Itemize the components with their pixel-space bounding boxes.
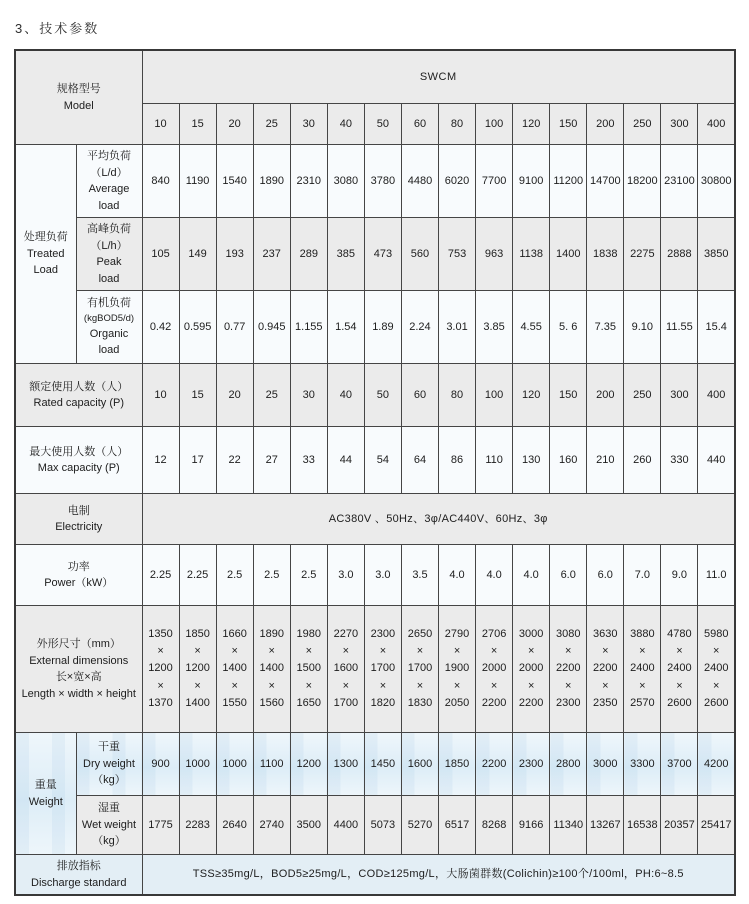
dry-weight-value-cell: 2200 bbox=[476, 733, 513, 796]
times-glyph: × bbox=[268, 645, 275, 658]
discharge-value-cell: TSS≥35mg/L，BOD5≥25mg/L，COD≥125mg/L，大肠菌群数(Colichin)≥100个/100ml，PH:6~8.5 bbox=[142, 855, 735, 896]
rated-capacity-value-cell: 30 bbox=[290, 364, 327, 427]
model-header-cell bbox=[15, 50, 142, 145]
dimension-value-cell: 3080 × 2200 × 2300 bbox=[550, 606, 587, 733]
organic-load-value-cell: 2.24 bbox=[401, 291, 438, 364]
max-capacity-value-cell: 130 bbox=[513, 427, 550, 494]
peak-load-value-cell: 473 bbox=[364, 218, 401, 291]
peak-load-value-cell: 105 bbox=[142, 218, 179, 291]
organic-load-value-cell: 0.42 bbox=[142, 291, 179, 364]
wet-weight-value-cell: 4400 bbox=[327, 796, 364, 855]
model-number-cell: 80 bbox=[439, 104, 476, 145]
times-glyph: × bbox=[713, 645, 720, 658]
average-load-value-cell: 14700 bbox=[587, 145, 624, 218]
max-capacity-value-cell: 440 bbox=[698, 427, 735, 494]
power-value-cell: 4.0 bbox=[513, 545, 550, 606]
peak-load-value-cell: 237 bbox=[253, 218, 290, 291]
electricity-row bbox=[15, 494, 735, 545]
rated-capacity-row bbox=[15, 364, 735, 427]
organic-load-value-cell: 3.85 bbox=[476, 291, 513, 364]
model-number-cell: 150 bbox=[550, 104, 587, 145]
dry-weight-value-cell: 3300 bbox=[624, 733, 661, 796]
model-number-cell: 20 bbox=[216, 104, 253, 145]
header-row bbox=[15, 50, 735, 104]
rated-capacity-value-cell: 20 bbox=[216, 364, 253, 427]
dry-weight-value-cell: 1850 bbox=[439, 733, 476, 796]
times-glyph: × bbox=[490, 679, 498, 692]
dimension-value-cell: 1350 × 1200 × 1370 bbox=[142, 606, 179, 733]
times-glyph: × bbox=[416, 679, 424, 692]
peak-load-value-cell: 753 bbox=[439, 218, 476, 291]
max-capacity-value-cell: 27 bbox=[253, 427, 290, 494]
average-load-value-cell: 1540 bbox=[216, 145, 253, 218]
peak-load-row bbox=[15, 218, 735, 291]
dry-weight-value-cell: 1450 bbox=[364, 733, 401, 796]
power-value-cell: 3.5 bbox=[401, 545, 438, 606]
power-value-cell: 3.0 bbox=[327, 545, 364, 606]
wet-weight-value-cell: 8268 bbox=[476, 796, 513, 855]
dimension-value-cell: 2270 × 1600 × 1700 bbox=[327, 606, 364, 733]
dry-weight-value-cell: 1600 bbox=[401, 733, 438, 796]
power-value-cell: 4.0 bbox=[476, 545, 513, 606]
max-capacity-row bbox=[15, 427, 735, 494]
wet-weight-value-cell: 5073 bbox=[364, 796, 401, 855]
wet-weight-value-cell: 13267 bbox=[587, 796, 624, 855]
peak-load-value-cell: 1838 bbox=[587, 218, 624, 291]
dry-weight-label-cell: 干重 Dry weight （kg） bbox=[76, 733, 142, 796]
dry-weight-value-cell: 2800 bbox=[550, 733, 587, 796]
section-title: 3、技术参数 bbox=[15, 21, 100, 36]
times-glyph: × bbox=[342, 645, 350, 658]
times-glyph: × bbox=[639, 679, 646, 692]
organic-load-value-cell: 9.10 bbox=[624, 291, 661, 364]
rated-capacity-value-cell: 300 bbox=[661, 364, 698, 427]
times-glyph: × bbox=[453, 679, 461, 692]
model-number-cell: 25 bbox=[253, 104, 290, 145]
times-glyph: × bbox=[305, 679, 312, 692]
model-number-cell: 200 bbox=[587, 104, 624, 145]
organic-load-value-cell: 1.155 bbox=[290, 291, 327, 364]
power-value-cell: 2.5 bbox=[290, 545, 327, 606]
average-load-value-cell: 9100 bbox=[513, 145, 550, 218]
dimension-value-cell: 2790 × 1900 × 2050 bbox=[439, 606, 476, 733]
times-glyph: × bbox=[527, 679, 535, 692]
organic-load-value-cell: 5. 6 bbox=[550, 291, 587, 364]
times-glyph: × bbox=[305, 645, 312, 658]
power-value-cell: 6.0 bbox=[587, 545, 624, 606]
dimensions-label-cell: 外形尺寸（mm） External dimensions 长×宽×高 Length × width × height bbox=[15, 606, 142, 733]
power-value-cell: 2.25 bbox=[142, 545, 179, 606]
organic-load-value-cell: 0.77 bbox=[216, 291, 253, 364]
wet-weight-value-cell: 6517 bbox=[439, 796, 476, 855]
times-glyph: × bbox=[268, 679, 275, 692]
times-glyph: × bbox=[676, 679, 683, 692]
dry-weight-value-cell: 4200 bbox=[698, 733, 735, 796]
average-load-value-cell: 11200 bbox=[550, 145, 587, 218]
times-glyph: × bbox=[342, 679, 350, 692]
rated-capacity-value-cell: 80 bbox=[439, 364, 476, 427]
dimension-value-cell: 1890 × 1400 × 1560 bbox=[253, 606, 290, 733]
dry-weight-row bbox=[15, 733, 735, 796]
dimensions-row bbox=[15, 606, 735, 733]
peak-load-value-cell: 2888 bbox=[661, 218, 698, 291]
rated-capacity-value-cell: 100 bbox=[476, 364, 513, 427]
organic-load-value-cell: 15.4 bbox=[698, 291, 735, 364]
rated-capacity-value-cell: 60 bbox=[401, 364, 438, 427]
average-load-value-cell: 3780 bbox=[364, 145, 401, 218]
electricity-value-cell: AC380V 、50Hz、3φ/AC440V、60Hz、3φ bbox=[142, 494, 735, 545]
rated-capacity-value-cell: 400 bbox=[698, 364, 735, 427]
average-load-value-cell: 1190 bbox=[179, 145, 216, 218]
average-load-value-cell: 1890 bbox=[253, 145, 290, 218]
times-glyph: × bbox=[157, 645, 164, 658]
times-glyph: × bbox=[231, 645, 238, 658]
dimension-value-cell: 1850 × 1200 × 1400 bbox=[179, 606, 216, 733]
wet-weight-value-cell: 11340 bbox=[550, 796, 587, 855]
times-glyph: × bbox=[194, 645, 201, 658]
times-glyph: × bbox=[231, 679, 238, 692]
dry-weight-value-cell: 900 bbox=[142, 733, 179, 796]
times-glyph: × bbox=[639, 645, 646, 658]
wet-weight-value-cell: 2640 bbox=[216, 796, 253, 855]
times-glyph: × bbox=[379, 679, 387, 692]
model-number-cell: 400 bbox=[698, 104, 735, 145]
dimension-value-cell: 2650 × 1700 × 1830 bbox=[401, 606, 438, 733]
peak-load-value-cell: 149 bbox=[179, 218, 216, 291]
average-load-value-cell: 2310 bbox=[290, 145, 327, 218]
power-value-cell: 3.0 bbox=[364, 545, 401, 606]
max-capacity-value-cell: 17 bbox=[179, 427, 216, 494]
rated-capacity-value-cell: 40 bbox=[327, 364, 364, 427]
wet-weight-value-cell: 2740 bbox=[253, 796, 290, 855]
times-glyph: × bbox=[713, 679, 720, 692]
wet-weight-value-cell: 2283 bbox=[179, 796, 216, 855]
treated-load-group-cell: 处理负荷 Treated Load bbox=[15, 145, 76, 364]
model-header-zh: 规格型号 bbox=[56, 83, 101, 95]
power-value-cell: 7.0 bbox=[624, 545, 661, 606]
dimension-value-cell: 1980 × 1500 × 1650 bbox=[290, 606, 327, 733]
organic-load-value-cell: 4.55 bbox=[513, 291, 550, 364]
wet-weight-value-cell: 3500 bbox=[290, 796, 327, 855]
dimension-value-cell: 2300 × 1700 × 1820 bbox=[364, 606, 401, 733]
peak-load-value-cell: 1138 bbox=[513, 218, 550, 291]
peak-load-value-cell: 963 bbox=[476, 218, 513, 291]
rated-capacity-value-cell: 150 bbox=[550, 364, 587, 427]
max-capacity-value-cell: 260 bbox=[624, 427, 661, 494]
dimension-value-cell: 3880 × 2400 × 2570 bbox=[624, 606, 661, 733]
average-load-value-cell: 6020 bbox=[439, 145, 476, 218]
rated-capacity-value-cell: 15 bbox=[179, 364, 216, 427]
max-capacity-value-cell: 64 bbox=[401, 427, 438, 494]
series-cell: SWCM bbox=[142, 50, 735, 104]
discharge-label-cell: 排放指标 Discharge standard bbox=[15, 855, 142, 896]
wet-weight-value-cell: 5270 bbox=[401, 796, 438, 855]
max-capacity-value-cell: 160 bbox=[550, 427, 587, 494]
times-glyph: × bbox=[453, 645, 461, 658]
model-number-cell: 300 bbox=[661, 104, 698, 145]
dimension-value-cell: 5980 × 2400 × 2600 bbox=[698, 606, 735, 733]
max-capacity-value-cell: 44 bbox=[327, 427, 364, 494]
rated-capacity-value-cell: 25 bbox=[253, 364, 290, 427]
times-glyph: × bbox=[379, 645, 387, 658]
spec-table bbox=[14, 49, 736, 896]
dry-weight-value-cell: 1200 bbox=[290, 733, 327, 796]
average-load-value-cell: 7700 bbox=[476, 145, 513, 218]
times-glyph: × bbox=[602, 679, 609, 692]
max-capacity-value-cell: 330 bbox=[661, 427, 698, 494]
organic-load-value-cell: 0.595 bbox=[179, 291, 216, 364]
power-value-cell: 2.25 bbox=[179, 545, 216, 606]
peak-load-value-cell: 2275 bbox=[624, 218, 661, 291]
power-value-cell: 4.0 bbox=[439, 545, 476, 606]
times-glyph: × bbox=[194, 679, 201, 692]
model-number-cell: 120 bbox=[513, 104, 550, 145]
max-capacity-value-cell: 33 bbox=[290, 427, 327, 494]
model-number-cell: 60 bbox=[401, 104, 438, 145]
power-value-cell: 9.0 bbox=[661, 545, 698, 606]
dry-weight-value-cell: 2300 bbox=[513, 733, 550, 796]
organic-load-row bbox=[15, 291, 735, 364]
organic-load-value-cell: 1.54 bbox=[327, 291, 364, 364]
electricity-label-cell: 电制 Electricity bbox=[15, 494, 142, 545]
peak-load-value-cell: 385 bbox=[327, 218, 364, 291]
power-row bbox=[15, 545, 735, 606]
times-glyph: × bbox=[602, 645, 609, 658]
average-load-value-cell: 840 bbox=[142, 145, 179, 218]
max-capacity-value-cell: 22 bbox=[216, 427, 253, 494]
rated-capacity-value-cell: 10 bbox=[142, 364, 179, 427]
dimension-value-cell: 3000 × 2000 × 2200 bbox=[513, 606, 550, 733]
rated-capacity-value-cell: 120 bbox=[513, 364, 550, 427]
max-capacity-value-cell: 12 bbox=[142, 427, 179, 494]
wet-weight-value-cell: 20357 bbox=[661, 796, 698, 855]
organic-load-value-cell: 1.89 bbox=[364, 291, 401, 364]
dry-weight-value-cell: 1000 bbox=[179, 733, 216, 796]
rated-capacity-value-cell: 50 bbox=[364, 364, 401, 427]
average-load-value-cell: 30800 bbox=[698, 145, 735, 218]
wet-weight-label-cell: 湿重 Wet weight （kg） bbox=[76, 796, 142, 855]
organic-load-value-cell: 11.55 bbox=[661, 291, 698, 364]
power-value-cell: 2.5 bbox=[216, 545, 253, 606]
wet-weight-value-cell: 9166 bbox=[513, 796, 550, 855]
dimension-value-cell: 1660 × 1400 × 1550 bbox=[216, 606, 253, 733]
times-glyph: × bbox=[527, 645, 535, 658]
dimension-value-cell: 4780 × 2400 × 2600 bbox=[661, 606, 698, 733]
rated-capacity-value-cell: 200 bbox=[587, 364, 624, 427]
times-glyph: × bbox=[157, 679, 164, 692]
dry-weight-value-cell: 1300 bbox=[327, 733, 364, 796]
model-number-cell: 40 bbox=[327, 104, 364, 145]
model-number-cell: 15 bbox=[179, 104, 216, 145]
power-value-cell: 11.0 bbox=[698, 545, 735, 606]
average-load-row bbox=[15, 145, 735, 218]
average-load-label-cell: 平均负荷 （L/d） Average load bbox=[76, 145, 142, 218]
dimension-value-cell: 2706 × 2000 × 2200 bbox=[476, 606, 513, 733]
organic-load-value-cell: 3.01 bbox=[439, 291, 476, 364]
organic-load-value-cell: 0.945 bbox=[253, 291, 290, 364]
power-value-cell: 2.5 bbox=[253, 545, 290, 606]
dry-weight-value-cell: 1100 bbox=[253, 733, 290, 796]
peak-load-value-cell: 1400 bbox=[550, 218, 587, 291]
dimension-value-cell: 3630 × 2200 × 2350 bbox=[587, 606, 624, 733]
peak-load-value-cell: 289 bbox=[290, 218, 327, 291]
wet-weight-value-cell: 25417 bbox=[698, 796, 735, 855]
average-load-value-cell: 4480 bbox=[401, 145, 438, 218]
organic-load-value-cell: 7.35 bbox=[587, 291, 624, 364]
weight-group-cell: 重量 Weight bbox=[15, 733, 76, 855]
power-label-cell: 功率 Power（kW） bbox=[15, 545, 142, 606]
times-glyph: × bbox=[676, 645, 683, 658]
peak-load-label-cell: 高峰负荷 （L/h） Peak load bbox=[76, 218, 142, 291]
peak-load-value-cell: 193 bbox=[216, 218, 253, 291]
model-number-cell: 100 bbox=[476, 104, 513, 145]
model-number-cell: 250 bbox=[624, 104, 661, 145]
max-capacity-label-cell: 最大使用人数（人） Max capacity (P) bbox=[15, 427, 142, 494]
times-glyph: × bbox=[416, 645, 424, 658]
times-glyph: × bbox=[490, 645, 498, 658]
dry-weight-value-cell: 1000 bbox=[216, 733, 253, 796]
power-value-cell: 6.0 bbox=[550, 545, 587, 606]
model-number-cell: 30 bbox=[290, 104, 327, 145]
wet-weight-value-cell: 16538 bbox=[624, 796, 661, 855]
max-capacity-value-cell: 54 bbox=[364, 427, 401, 494]
average-load-value-cell: 3080 bbox=[327, 145, 364, 218]
model-header-en: Model bbox=[63, 99, 94, 112]
max-capacity-value-cell: 86 bbox=[439, 427, 476, 494]
model-number-cell: 50 bbox=[364, 104, 401, 145]
rated-capacity-label-cell: 额定使用人数（人） Rated capacity (P) bbox=[15, 364, 142, 427]
wet-weight-row bbox=[15, 796, 735, 855]
dry-weight-value-cell: 3700 bbox=[661, 733, 698, 796]
times-glyph: × bbox=[565, 679, 572, 692]
model-number-cell: 10 bbox=[142, 104, 179, 145]
times-glyph: × bbox=[565, 645, 572, 658]
average-load-value-cell: 18200 bbox=[624, 145, 661, 218]
rated-capacity-value-cell: 250 bbox=[624, 364, 661, 427]
average-load-value-cell: 23100 bbox=[661, 145, 698, 218]
wet-weight-value-cell: 1775 bbox=[142, 796, 179, 855]
peak-load-value-cell: 3850 bbox=[698, 218, 735, 291]
max-capacity-value-cell: 210 bbox=[587, 427, 624, 494]
max-capacity-value-cell: 110 bbox=[476, 427, 513, 494]
peak-load-value-cell: 560 bbox=[401, 218, 438, 291]
dry-weight-value-cell: 3000 bbox=[587, 733, 624, 796]
organic-load-label-cell: 有机负荷 (kgBOD5/d) Organic load bbox=[76, 291, 142, 364]
